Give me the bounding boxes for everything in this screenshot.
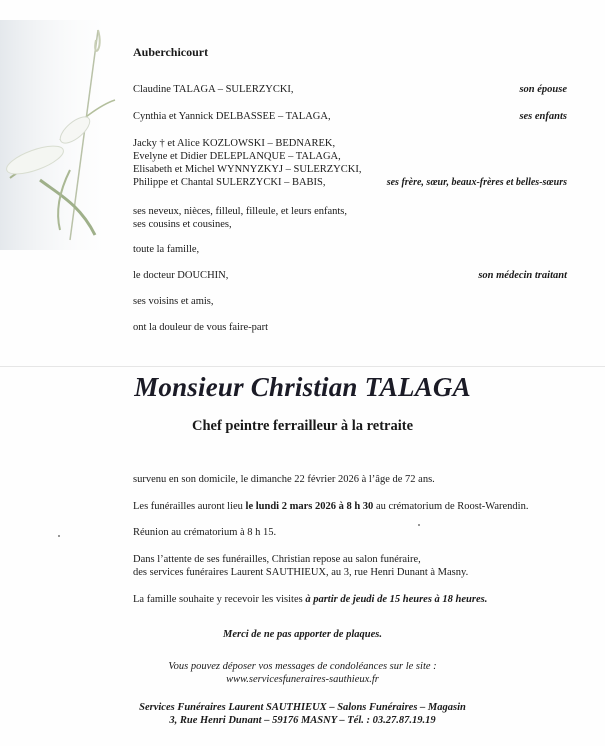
condolences-website: www.servicesfuneraires-sauthieux.fr	[226, 674, 379, 685]
siblings-relation: ses frère, sœur, beaux-frères et belles-sœurs	[386, 177, 567, 188]
closing-line: ont la douleur de vous faire-part	[133, 322, 268, 333]
funeral-line	[133, 501, 528, 513]
condolences-line: Vous pouvez déposer vos messages de condoléances sur le site :	[168, 661, 437, 672]
deceased-name: Monsieur Christian TALAGA	[134, 372, 471, 402]
rest-line-1: Dans l’attente de ses funérailles, Christian repose au salon funéraire,	[133, 554, 421, 565]
sibling-line-1-a: Jacky	[133, 138, 160, 149]
children-names: Cynthia et Yannick DELBASSEE – TALAGA,	[133, 111, 331, 122]
sibling-line-2: Evelyne et Didier DELEPLANQUE – TALAGA,	[133, 151, 341, 162]
neighbors-line: ses voisins et amis,	[133, 296, 214, 307]
sibling-line-1-b: et Alice KOZLOWSKI – BEDNAREK,	[164, 138, 336, 149]
family-line: toute la famille,	[133, 244, 200, 255]
nephews-line: ses neveux, nièces, filleul, filleule, et leurs enfants,	[133, 206, 348, 217]
deceased-title: Chef peintre ferrailleur à la retraite	[191, 418, 414, 434]
meeting-line: Réunion au crématorium à 8 h 15.	[133, 527, 277, 538]
page-fold-line	[0, 366, 605, 367]
scan-speck	[58, 535, 60, 537]
sibling-line-3: Elisabeth et Michel WYNNYZKYJ – SULERZYCKI,	[133, 164, 362, 175]
funeral-date: le lundi 2 mars 2026 à 8 h 30	[245, 501, 374, 512]
doctor-relation: son médecin traitant	[478, 270, 567, 281]
visits-line-a: La famille souhaite y recevoir les visites	[133, 594, 306, 605]
no-plaques-notice: Merci de ne pas apporter de plaques.	[223, 629, 382, 640]
scan-speck	[418, 524, 420, 526]
doctor-line: le docteur DOUCHIN,	[133, 270, 229, 281]
town-heading: Auberchicourt	[133, 45, 209, 59]
sibling-line-1	[133, 138, 335, 150]
sibling-line-4: Philippe et Chantal SULERZYCKI – BABIS,	[133, 177, 326, 188]
visits-hours: à partir de jeudi de 15 heures à 18 heures.	[305, 594, 488, 605]
funeral-line-b: au crématorium de Roost-Warendin.	[373, 501, 529, 512]
death-line: survenu en son domicile, le dimanche 22 février 2026 à l’âge de 72 ans.	[133, 474, 435, 485]
spouse-name: Claudine TALAGA – SULERZYCKI,	[133, 84, 294, 95]
funeral-line-a: Les funérailles auront lieu	[133, 501, 246, 512]
cousins-line: ses cousins et cousines,	[133, 219, 232, 230]
cross-symbol: †	[159, 138, 165, 149]
spouse-relation: son épouse	[519, 84, 567, 95]
address-line: 3, Rue Henri Dunant – 59176 MASNY – Tél. : 03.27.87.19.19	[169, 715, 436, 726]
rest-line-2: des services funéraires Laurent SAUTHIEUX, au 3, rue Henri Dunant à Masny.	[133, 567, 469, 578]
lily-flower-illustration	[0, 20, 130, 250]
company-line: Services Funéraires Laurent SAUTHIEUX – Salons Funéraires – Magasin	[139, 702, 466, 713]
visits-line	[133, 594, 487, 606]
children-relation: ses enfants	[519, 111, 567, 122]
